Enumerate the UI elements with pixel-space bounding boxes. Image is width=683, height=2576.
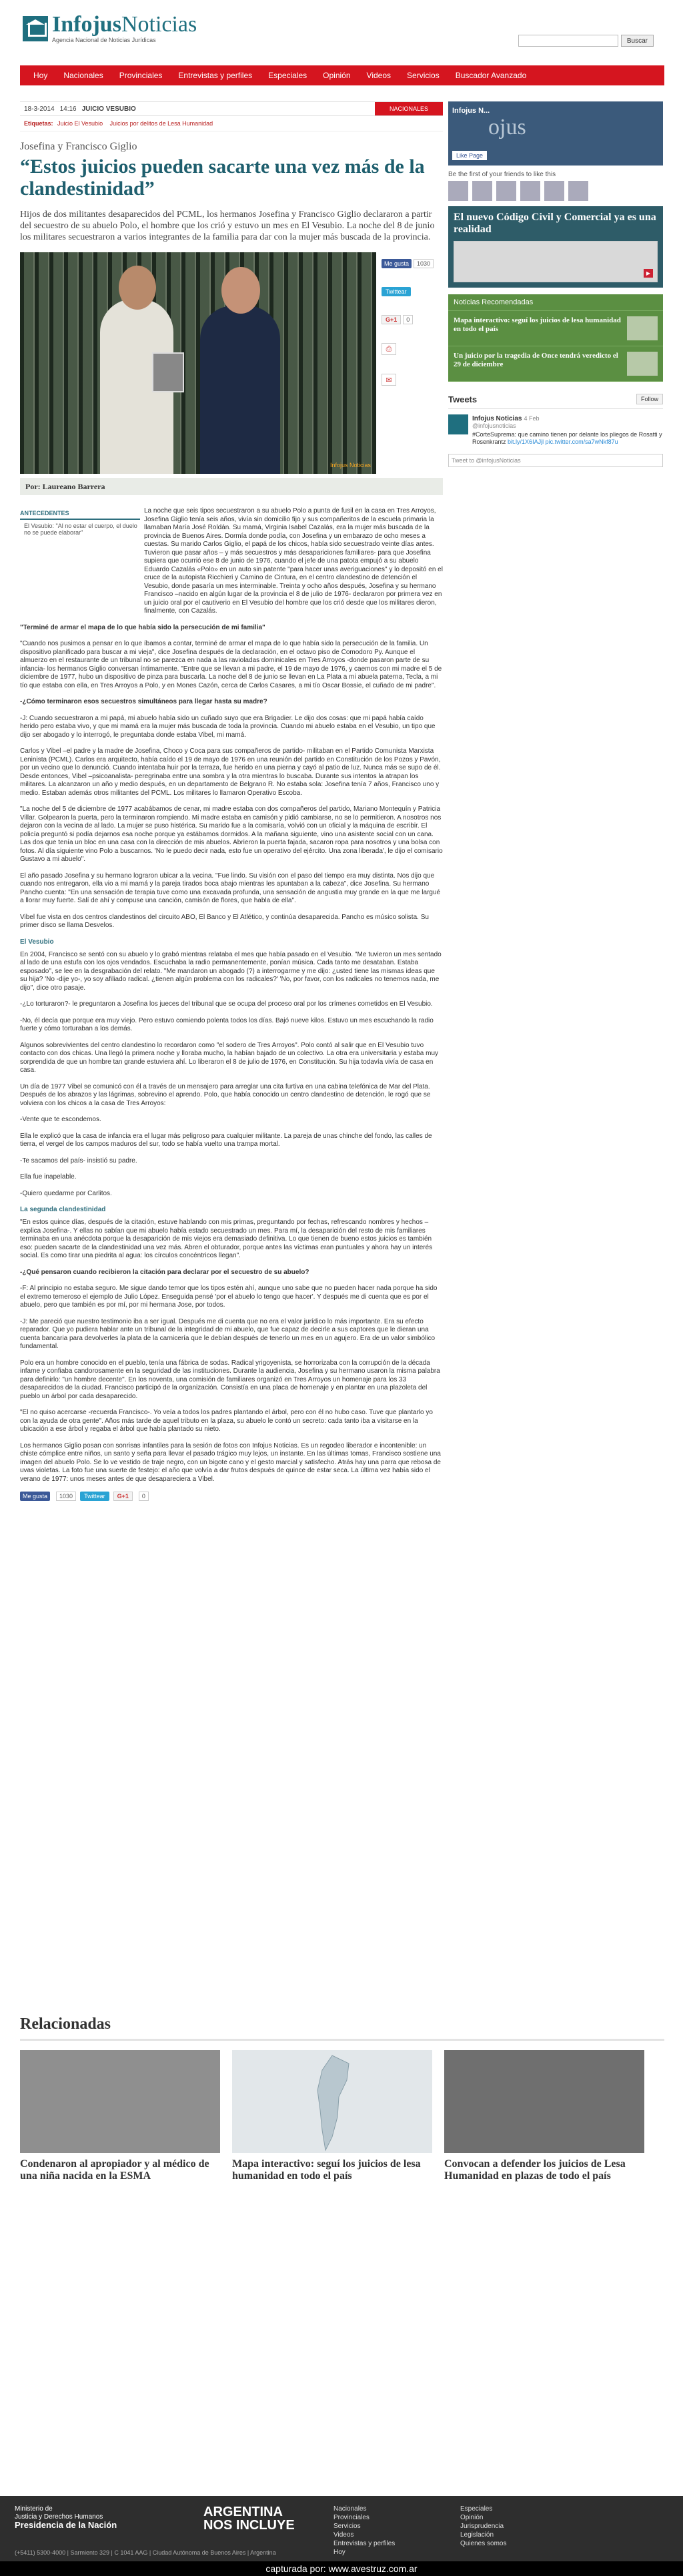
paragraph: Polo era un hombre conocido en el pueblo, tenía una fábrica de sodas. Radical yrigoyenista, se horrorizaba con la corrupción de la década infame y confiaba candorosamente en la seguridad de las instituciones. Durante la audiencia, Josefina y su hermano usaron la misma palabra para definirlo: "un hombre decente". En los noventa, una comisión de familiares organizó en Tres Arroyos un homenaje para los 33 desaparecidos de la ciudad. Francisco participó de la organización. Consistía en una placa de homenaje y en plantar en una plazoleta del pueblo un árbol por cada desaparecido.	[20, 1359, 440, 1400]
google-plus-button[interactable]: G+1	[382, 315, 401, 324]
nav-opinion[interactable]: Opinión	[323, 71, 351, 80]
related-item[interactable]	[20, 2050, 220, 2182]
tags-label: Etiquetas:	[24, 120, 53, 127]
related-item[interactable]	[232, 2050, 432, 2182]
footer-link[interactable]: Servicios	[333, 2523, 361, 2530]
paragraph: "La noche del 5 de diciembre de 1977 acabábamos de cenar, mi madre estaba con dos compañeros del partido, Mariano Montequín y Patricia Villar. Golpearon la puerta, pero la terminaron rompiendo. Mi madre estaba en camisón y pidió cambiarse, no se lo permitieron. A nosotros nos dejaron con la vecina de al lado. La mujer se puso histérica. Su marido fue a la comisaría, volvió con un oficial y la máquina de escribir. El policía preguntó si podía dejarnos esa noche porque ya estábamos dormidos. A la mañana siguiente, vino una asistente social con un cana. Las dos que tenía un bloc en una casa con la dirección de mis abuelos. Abrieron la puerta fajada, sacaron ropa para nosotros y una bolsa con fotos. Al día siguiente vino Polo a buscarnos. 'No le puedo decir nada, esto fue un operativo del ejército. Una zona liberada', le dijo el comisario Gustavo a mi abuelo".	[20, 806, 443, 863]
paragraph: El año pasado Josefina y su hermano lograron ubicar a la vecina. "Fue lindo. Su visión con el paso del tiempo era muy distinta. Nos dijo que cuando nos entregaron, ella vio a mi mamá y la pareja tirados boca abajo mientras les apuntaban a la cabeza", dice Josefina. Su hermano Pancho cuenta: "En una sensación de terapia tuve como una excavada profunda, una sensación de angustia muy grande en la que me largué a llorar muy fuerte. Salí de ahí y compuse una canción, camisón de flores, que habla de ella".	[20, 872, 441, 904]
nav-provinciales[interactable]: Provinciales	[119, 71, 163, 80]
related-image-map[interactable]	[232, 2050, 432, 2153]
recommended-item-label: Un juicio por la tragedia de Once tendrá veredicto el 29 de diciembre	[454, 352, 618, 368]
share-column	[376, 252, 443, 474]
logo-house-icon	[23, 16, 48, 41]
google-count: 0	[403, 315, 413, 324]
site-logo[interactable]	[23, 13, 197, 43]
nav-hoy[interactable]: Hoy	[33, 71, 48, 80]
article-section[interactable]: JUICIO VESUBIO	[81, 105, 136, 113]
tweet-handle[interactable]: @infojusnoticias	[472, 422, 516, 429]
tweet-date: 4 Feb	[524, 415, 540, 422]
paragraph: La noche que seis tipos secuestraron a su abuelo Polo a punta de fusil en la casa en Tres Arroyos, Josefina Giglio tenía seis años, vivía sin domicilio fijo y sus compañeritos de la escuela primaria la llamaban María José Roldán. Su mamá, Virginia Isabel Cazalás, era la mujer más buscada de la provincia de Buenos Aires. Dormía donde podía, con Josefina y un embarazo de ocho meses a cuestas. Su marido Carlos Giglio, el papá de los chicos, había sido secuestrado veinte días antes. Tuvieron que pasar años – y más secuestros y más desapariciones familiares- para que Josefina supiera que ocurrió ese 8 de junio de 1976, cuando el jefe de una patota empujó a su abuelo Eduardo Cazalás «Polo» en un auto sin patente "para hacer unas averiguaciones" y lo depositó en el cruce de la autopista Ricchieri y Camino de Cintura, en el centro clandestino de detención el Vesubio, donde pasaría un mes interminable. Treinta y ocho años después, Josefina y su hermano Francisco –nacido en algún lugar de la provincia el 8 de julio de 1976- declararon por primera vez en un juicio oral por el cautiverio en El Vesubio del hombre que los crió desde que los militares dieron, finalmente, con Cazalás.	[144, 507, 443, 615]
footer	[0, 2496, 683, 2561]
article-tags	[20, 116, 443, 131]
avatar[interactable]	[544, 181, 564, 201]
avatar[interactable]	[472, 181, 492, 201]
facebook-friends-text: Be the first of your friends to like this	[448, 171, 556, 178]
question: -¿Qué pensaron cuando recibieron la citación para declarar por el secuestro de su abuelo?	[20, 1268, 309, 1276]
avatar[interactable]	[496, 181, 516, 201]
facebook-page-name[interactable]: Infojus N...	[452, 107, 490, 115]
twitter-share[interactable]	[382, 287, 443, 296]
print-action[interactable]	[382, 343, 443, 355]
article	[20, 101, 443, 1501]
footer-links	[333, 2505, 587, 2556]
related-image[interactable]	[444, 2050, 644, 2153]
photo-row	[20, 252, 443, 474]
nav-especiales[interactable]: Especiales	[268, 71, 307, 80]
related-caption[interactable]: Convocan a defender los juicios de Lesa Humanidad en plazas de todo el país	[444, 2158, 626, 2182]
facebook-count: 1030	[414, 259, 434, 268]
article-body	[20, 507, 443, 1501]
related-image[interactable]	[20, 2050, 220, 2153]
related-item[interactable]	[444, 2050, 644, 2182]
paragraph: -¿Lo torturaron?- le preguntaron a Josefina los jueces del tribunal que se ocupa del proceso oral por los crímenes cometidos en El Vesubio.	[20, 1000, 433, 1008]
article-headline: “Estos juicios pueden sacarte una vez más de la clandestinidad”	[20, 155, 425, 200]
paragraph: -Te sacamos del país- insistió su padre.	[20, 1157, 137, 1165]
paragraph: -J: Cuando secuestraron a mi papá, mi abuelo había sido un cuñado suyo que era Brigadier. Le dijo dos cosas: que mi papá había caído herido pero estaba vivo, y que mi mamá era la mujer más buscada de toda la provincia. Cuando mi abuelo estaba en el Vesubio, un tipo que dijo ser abogado y lo interrogó, le preguntaba donde estaba Vibel, mi mamá.	[20, 714, 436, 739]
facebook-like-button[interactable]: Me gusta	[382, 259, 412, 268]
sidebar	[448, 101, 663, 467]
search-button[interactable]: Buscar	[621, 35, 654, 47]
main-nav	[20, 65, 664, 85]
avatar[interactable]	[448, 181, 468, 201]
avatar[interactable]	[568, 181, 588, 201]
footer-link[interactable]: Jurisprudencia	[460, 2523, 504, 2530]
footer-link[interactable]: Hoy	[333, 2549, 346, 2556]
nav-videos[interactable]: Videos	[366, 71, 392, 80]
tweets-title: Tweets	[448, 394, 478, 404]
article-date: 18-3-2014	[24, 105, 55, 113]
twitter-button[interactable]: Twittear	[80, 1492, 109, 1501]
email-icon[interactable]: ✉	[382, 374, 396, 386]
paragraph: "El no quiso acercarse -recuerda Francisco-. Yo veía a todos los padres plantando el árbol, pero con él no hubo caso. Tuve que plantarlo yo con la ayuda de otra gente". Años más tarde de aquel tributo en la plaza, su abuelo le contó un secreto: cada tanto iba a visitarse en la ubicación a ese árbol y regaba el árbol que había plantado su nieto.	[20, 1409, 433, 1433]
tweets-header	[448, 394, 663, 409]
logo-subtitle: Agencia Nacional de Noticias Jurídicas	[52, 37, 156, 43]
nav-nacionales[interactable]: Nacionales	[63, 71, 103, 80]
facebook-share[interactable]	[382, 259, 443, 268]
tweet-link[interactable]: bit.ly/1X6IAJjl pic.twitter.com/sa7wNkf87u	[508, 438, 618, 445]
twitter-button[interactable]: Twittear	[382, 287, 411, 296]
footer-link[interactable]: Legislación	[460, 2531, 494, 2539]
footer-link[interactable]: Entrevistas y perfiles	[333, 2540, 396, 2547]
antecedentes-title: ANTECEDENTES	[20, 510, 140, 520]
antecedentes-box	[20, 510, 140, 536]
search-input[interactable]	[518, 35, 618, 47]
promo-title: El nuevo Código Civil y Comercial ya es una realidad	[454, 212, 656, 235]
tweet-text: #CorteSuprema: que camino tienen por delante los pliegos de Rosatti y Rosenkrantz bit.ly/1X6IAJjl pic.twitter.com/sa7wNkf87u	[472, 431, 662, 445]
nav-servicios[interactable]: Servicios	[407, 71, 440, 80]
photo-portrait-frame	[152, 352, 184, 392]
paragraph: -Quiero quedarme por Carlitos.	[20, 1189, 112, 1197]
facebook-faces	[448, 181, 663, 201]
header	[0, 0, 683, 55]
recommended-thumbnail	[627, 316, 658, 340]
article-kicker: Josefina y Francisco Giglio	[20, 141, 137, 152]
facebook-count: 1030	[56, 1492, 76, 1501]
print-icon[interactable]: ⎙	[382, 343, 396, 355]
facebook-like-button[interactable]: Me gusta	[20, 1492, 50, 1501]
tweet	[448, 409, 663, 451]
paragraph: Algunos sobrevivientes del centro clandestino lo recordaron como "el sodero de Tres Arroyos". Polo contó al salir que en El Vesubio tuvo contacto con dos chicas. Una llegó la primera noche y lloraba mucho, la habían bajado de un colectivo. La otra era universitaria y estaba muy sorprendida de que un hombre tan grande estuviera ahí. Lo liberaron el 8 de julio de 1976, en Constitución. Su hija todavía vivía de casa en casa.	[20, 1041, 439, 1074]
recommended-thumbnail	[627, 352, 658, 376]
related-section	[20, 2015, 664, 2182]
related-caption[interactable]: Mapa interactivo: seguí los juicios de lesa humanidad en todo el país	[232, 2158, 421, 2182]
paragraph: Ella fue inapelable.	[20, 1173, 77, 1181]
twitter-timeline	[448, 394, 663, 467]
photo-caption: Por: Laureano Barrera	[20, 478, 443, 495]
google-count: 0	[139, 1492, 149, 1501]
article-photo[interactable]	[20, 252, 376, 474]
codigo-civil-promo[interactable]	[448, 206, 663, 288]
recommended-title: Noticias Recomendadas	[448, 294, 663, 311]
tag-link[interactable]: Juicio El Vesubio	[57, 120, 103, 127]
facebook-like-page-button[interactable]: Like Page	[452, 151, 487, 160]
tweet-to-box[interactable]: Tweet to @infojusNoticias	[448, 454, 663, 467]
paragraph: -J: Me pareció que nuestro testimonio iba a ser igual. Después me di cuenta que no era el valor jurídico lo más importante. Era su efecto reparador. Que yo pudiera hablar ante un tribunal de la integridad de mi abuelo, que fue capaz de decirle a sus captores que le dieran una cuenta bancaria para devolverles la plata de la carnicería que le debían después de tenerlo un mes en un agujero. Era de un valor simbólico fundamental.	[20, 1317, 436, 1350]
recommended-item-label: Mapa interactivo: seguí los juicios de lesa humanidad en todo el país	[454, 316, 621, 333]
paragraph: Carlos y Vibel –el padre y la madre de Josefina, Choco y Coca para sus compañeros de partido- militaban en el Partido Comunista Marxista Leninista (PCML). Carlos era arquitecto, había caído el 19 de mayo de 1976 en una reunión del partido en Constitución de los Pozos y Pavón, por un vecino que lo denunció. Cuando intentaba huir por la terraza, fue herido en una pierna y cayó al patio de luz. Nunca más se supo de él. Desde entonces, Vibel –psicoanalista- peregrinaba entre una sombra y la otra mientras lo buscaba. Durante sus intentos la atrapan los militares. La alcanzaron un año y medio después, en un departamento de Belgrano R. No estaba sola: Josefina tenía 7 años, Francisco uno y medio. Estaban además otros militantes del PCML. Los militares lo llamaron Operativo Escoba.	[20, 747, 441, 797]
paragraph: Los hermanos Giglio posan con sonrisas infantiles para la sesión de fotos con Infojus Noticias. Es un regodeo liberador e incontenible: un chiste cómplice entre niños, un santo y seña para llevar el pasado trágico muy lejos, un instante. En las últimas tomas, Francisco sostiene una imagen del abuelo Polo. Se lo ve vestido de traje negro, con un bigote cano y el gesto marcial y satisfecho. Atrás hay una parra que rebosa de uvas violetas. La foto fue una suerte de festejo: el año que volvía a dar frutos después de quince de estar seca. La última vez había sido el verano de 1977: unos meses antes de que desapareciera a Vibel.	[20, 1441, 441, 1483]
argentina-logo: ARGENTINA NOS INCLUYE	[203, 2505, 295, 2533]
related-grid	[20, 2050, 664, 2182]
photo-credit: Infojus Noticias	[329, 462, 371, 468]
follow-button[interactable]: Follow	[636, 394, 663, 404]
ministry-logo[interactable]: Ministerio de Justicia y Derechos Humanos Presidencia de la Nación	[15, 2505, 117, 2530]
section-badge[interactable]: NACIONALES	[375, 102, 443, 115]
paragraph: "Cuando nos pusimos a pensar en lo que íbamos a contar, terminé de armar el mapa de lo que había sido la persecución de la familia. Un dispositivo planificado para buscar a mi vieja", dice Josefina después de la declaración, en el octavo piso de Comodoro Py. Aunque el almuerzo en el restaurante de un tribunal no se parezca en nada a las ravioladas dominicales en Tres Arroyos -donde pasaron parte de su infancia- los hermanos Giglio conversan íntimamente. "Entre que se llevan a mi padre, el 19 de mayo de 1976, y caemos con mi madre el 5 de diciembre de 1977, hubo un dispositivo de pinza para buscarla. La noche del 8 de junio se llevan en La Plata a mi abuela paterna, Tecla, a mi tío que estaba con ella, en Tres Arroyos a Polo, y en Mones Cazón, cerca de Carlos Casares, a mi tío Oscar Bossie, el cuñado de mi padre".	[20, 640, 442, 689]
footer-link[interactable]: Especiales	[460, 2505, 493, 2513]
logo-title: InfojusNoticias	[52, 12, 197, 37]
google-plus-button[interactable]: G+1	[113, 1492, 133, 1501]
promo-button-icon: ▶	[644, 269, 653, 278]
article-time: 14:16	[59, 105, 77, 113]
paragraph: Ella le explicó que la casa de infancia era el lugar más peligroso para cualquier militante. La pareja de unas chinche del fondo, las calles de tierra, el vergel de los campos maduros del sur, todo se había vuelto una trampa mortal.	[20, 1132, 432, 1148]
footer-link[interactable]: Opinión	[460, 2514, 484, 2521]
paragraph: Un día de 1977 Vibel se comunicó con él a través de un mensajero para arreglar una cita furtiva en una cabina telefónica de Mar del Plata. Después de los abrazos y las lágrimas, sobrevino el aprendo. Polo, que había conocido un centro clandestino de detención, le rogó que se volviera con los chicos a la casa de Tres Arroyos:	[20, 1082, 431, 1107]
related-caption[interactable]: Condenaron al apropiador y al médico de una niña nacida en la ESMA	[20, 2158, 209, 2182]
email-action[interactable]	[382, 374, 443, 386]
footer-link[interactable]: Videos	[333, 2531, 354, 2539]
bottom-share-bar	[20, 1492, 443, 1501]
question: -¿Cómo terminaron esos secuestros simultáneos para llegar hasta su madre?	[20, 698, 267, 705]
tweet-author[interactable]: Infojus Noticias	[472, 415, 522, 422]
paragraph: En 2004, Francisco se sentó con su abuelo y lo grabó mientras relataba el mes que había pasado en el Vesubio. "Me tuvieron un mes sentado al lado de una estufa con los ojos vendados. Escuchaba la radio permanentemente, ponían música. Cada tanto me desataban. Estaba esposado", se lee en la desgrabación del relato. "Me mandaron un abogado (?) a interrogarme y me dijo: ¿usted tiene las mismas ideas que su hija? 'No -dije yo-, yo soy afiliado radical. ¿tienen algún problema con los radicales?' 'No, por favor, con los radicales no tenemos nada, me dijo", dice otro pasaje.	[20, 950, 442, 992]
capture-watermark: capturada por: www.avestruz.com.ar	[0, 2561, 683, 2576]
avatar[interactable]	[448, 414, 468, 434]
facebook-cover-text: ojus	[488, 115, 526, 139]
photo-person-francisco	[200, 306, 280, 474]
paragraph: -No, él decía que porque era muy viejo. Pero estuvo comiendo polenta todos los días. Bajó nueve kilos. Estuvo un mes escuchando la radio fuerte y cómo torturaban a los demás.	[20, 1016, 434, 1032]
article-datebar	[20, 101, 443, 116]
tag-link[interactable]: Juicios por delitos de Lesa Humanidad	[109, 120, 213, 127]
nav-entrevistas[interactable]: Entrevistas y perfiles	[178, 71, 253, 80]
search-form	[518, 35, 654, 47]
paragraph: Vibel fue vista en dos centros clandestinos del circuito ABO, El Banco y El Atlético, y continúa desaparecida. Pancho es músico solista. Su primer disco se llama Desvelos.	[20, 913, 429, 929]
paragraph: -F: Al principio no estaba seguro. Me sigue dando temor que los tipos estén ahí, aunque uno sabe que no pueden hacer nada porque ha sido el extremo temeroso el ejemplo de Julio López. Enseguida pensé 'por el abuelo lo tengo que hacer'. Y después me di cuenta que es por el abuelo, pero que también es por mí, por mi hermana Jose, por todos.	[20, 1285, 438, 1309]
facebook-page-widget[interactable]	[448, 101, 663, 166]
section-heading: La segunda clandestinidad	[20, 1206, 106, 1213]
promo-image	[454, 241, 658, 282]
paragraph: "En estos quince días, después de la citación, estuve hablando con mis primas, preguntando por fechas, refrescando nombres y hechos –explica Josefina-. Y ellas no sabían que mi abuelo había estado secuestrado un mes. Para mí, la desaparición del resto de mis familiares terminaba en una anécdota porque la desaparición de mis viejos era demasiado definitiva. Lo que tienen de bueno estos juicios es también eso: pueden sacarte de la clandestinidad una vez más. Abren el obturador, porque antes las víctimas eran puntuales y ahora hay un interés social. Es como tirar una piedrita al agua: los círculos concéntricos llegan".	[20, 1219, 433, 1259]
footer-link[interactable]: Provinciales	[333, 2514, 370, 2521]
recommended-item[interactable]	[448, 346, 663, 382]
subheading-quote: "Terminé de armar el mapa de lo que había sido la persecución de mi familia"	[20, 623, 265, 631]
footer-link[interactable]: Quienes somos	[460, 2540, 507, 2547]
photo-fence-background	[20, 252, 376, 474]
footer-link[interactable]: Nacionales	[333, 2505, 367, 2513]
argentina-map-icon	[232, 2050, 432, 2153]
antecedentes-link[interactable]: El Vesubio: "Al no estar el cuerpo, el duelo no se puede elaborar"	[24, 523, 137, 536]
section-heading: El Vesubio	[20, 938, 54, 946]
recommended-news	[448, 294, 663, 382]
avatar[interactable]	[520, 181, 540, 201]
google-share[interactable]	[382, 315, 443, 324]
recommended-item[interactable]	[448, 311, 663, 346]
paragraph: -Vente que te escondemos.	[20, 1116, 101, 1123]
article-lead: Hijos de dos militantes desaparecidos del PCML, los hermanos Josefina y Francisco Giglio declararon a partir del secuestro de su abuelo Polo, el hombre que los crió y estuvo un mes en El Vesubio. La noche del 8 de junio los militares secuestraron a varios integrantes de la familia para dar con la mujer más buscada de la provincia.	[20, 210, 435, 242]
nav-buscador[interactable]: Buscador Avanzado	[455, 71, 527, 80]
footer-address: (+5411) 5300-4000 | Sarmiento 329 | C 1041 AAG | Ciudad Autónoma de Buenos Aires | Argentina	[15, 2549, 276, 2556]
related-title: Relacionadas	[20, 2015, 664, 2041]
